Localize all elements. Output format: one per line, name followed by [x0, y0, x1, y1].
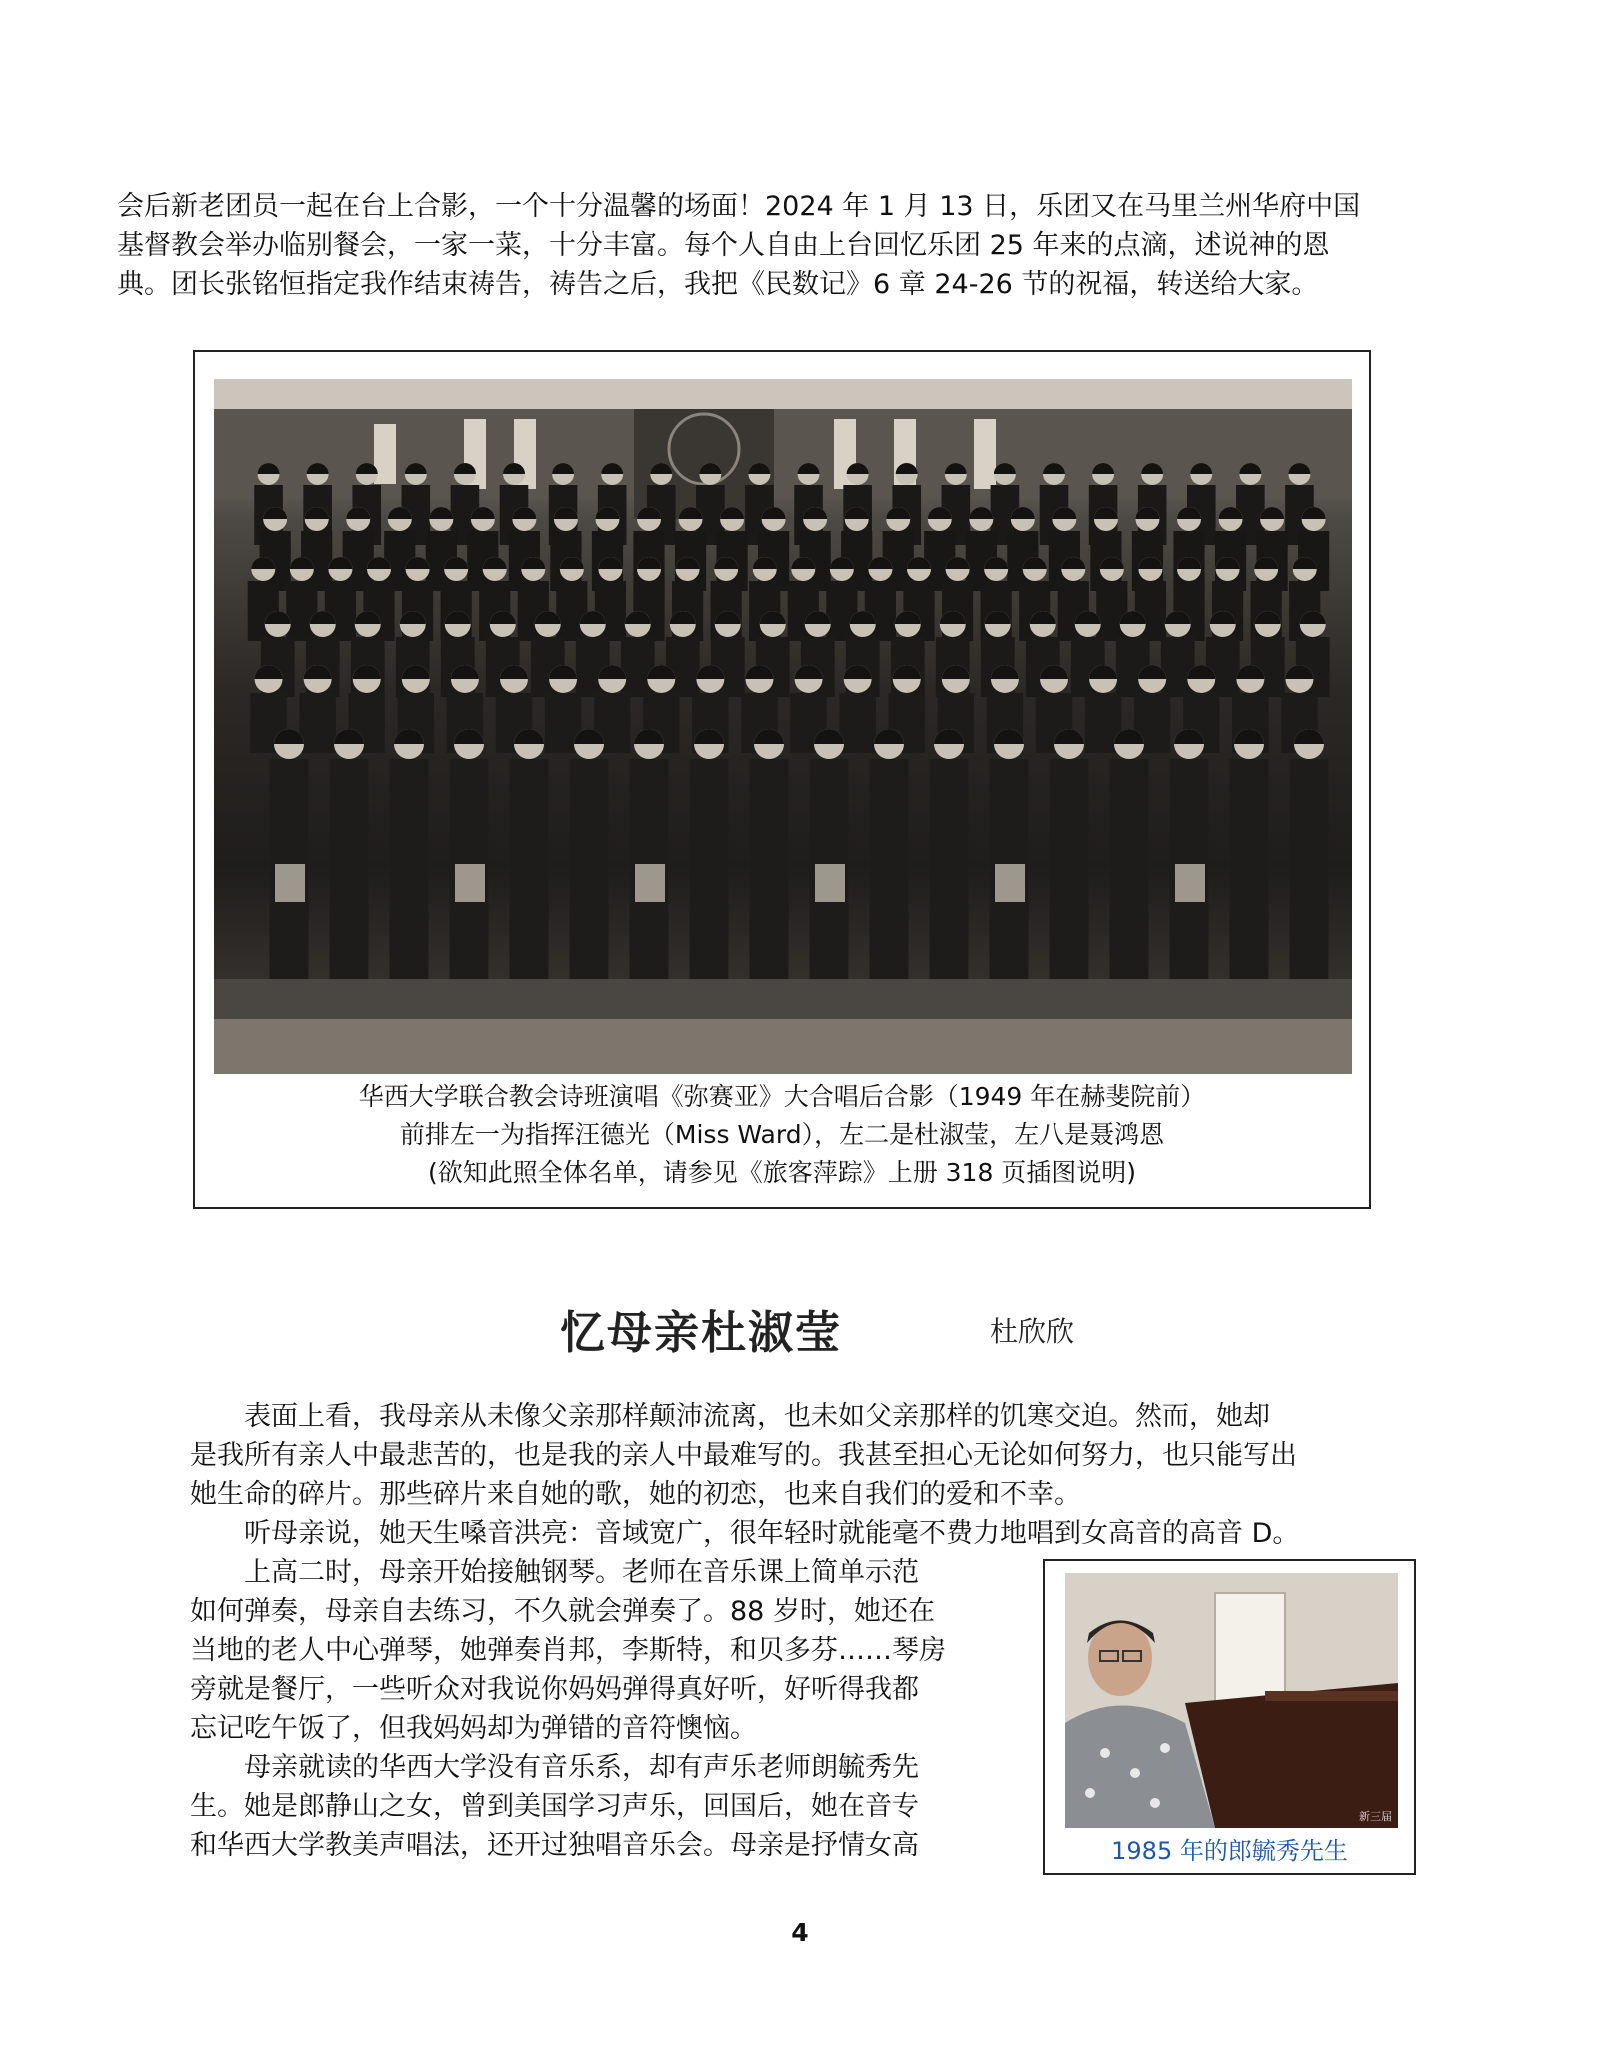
photo-watermark: 新三届 [1359, 1810, 1392, 1823]
choir-group-photo [214, 379, 1352, 1074]
choir-member-body [1290, 759, 1329, 989]
choir-member-body [1050, 759, 1089, 989]
choir-member-body [930, 759, 969, 989]
portrait-illustration [1065, 1573, 1398, 1828]
music-folder [995, 864, 1025, 902]
photo-banner [974, 419, 996, 489]
choir-member-body [750, 759, 789, 989]
choir-member-body [1161, 637, 1195, 697]
choir-photo-illustration [214, 379, 1352, 1074]
photo-sky [214, 379, 1352, 409]
body-line: 是我所有亲人中最悲苦的，也是我的亲人中最难写的。我甚至担心无论如何努力，也只能写出 [190, 1440, 1297, 1471]
intro-paragraph [117, 187, 1417, 304]
choir-member-body [390, 759, 429, 989]
choir-member-body [1110, 759, 1149, 989]
choir-member-hair [969, 507, 993, 519]
inset-photo-figure [1043, 1559, 1416, 1875]
photo-caption-line: (欲知此照全体名单，请参见《旅客萍踪》上册 318 页插图说明) [427, 1158, 1137, 1187]
choir-member-body [870, 759, 909, 989]
music-folder [275, 864, 305, 902]
choir-member-body [690, 759, 729, 989]
intro-line: 典。团长张铭恒指定我作结束祷告，祷告之后，我把《民数记》6 章 24-26 节的祝福，转送给大家。 [117, 269, 1319, 300]
choir-member-body [621, 637, 655, 697]
intro-line: 基督教会举办临别餐会，一家一菜，十分丰富。每个人自由上台回忆乐团 25 年来的点滴，述说神的恩 [117, 230, 1330, 261]
choir-member-body [570, 759, 609, 989]
body-line: 听母亲说，她天生嗓音洪亮：音域宽广，很年轻时就能毫不费力地唱到女高音的高音 D。 [190, 1518, 1300, 1549]
article-body-wide [190, 1397, 1420, 1553]
intro-line: 会后新老团员一起在台上合影，一个十分温馨的场面！2024 年 1 月 13 日，乐团又在马里兰州华府中国 [117, 191, 1361, 222]
piano-icon [1185, 1683, 1398, 1828]
dress-pattern [1085, 1788, 1095, 1798]
choir-member-body [299, 693, 335, 753]
photo-crowd [248, 463, 1330, 989]
article-author: 杜欣欣 [990, 1315, 1075, 1348]
dress-pattern [1160, 1743, 1170, 1753]
dress-pattern [1130, 1768, 1140, 1778]
choir-member-body [839, 693, 875, 753]
photo-steps [214, 979, 1352, 1019]
photo-caption-line: 前排左一为指挥汪德光（Miss Ward），左二是杜淑莹，左八是聂鸿恩 [399, 1120, 1165, 1149]
photo-caption-line: 华西大学联合教会诗班演唱《弥赛亚》大合唱后合影（1949 年在赫斐院前） [358, 1082, 1206, 1111]
portrait-photo [1065, 1573, 1398, 1828]
music-folder [635, 864, 665, 902]
body-line: 和华西大学教美声唱法，还开过独唱音乐会。母亲是抒情女高 [190, 1830, 919, 1861]
body-line: 表面上看，我母亲从未像父亲那样颠沛流离，也未如父亲那样的饥寒交迫。然而，她却 [190, 1401, 1270, 1432]
choir-member-body [510, 759, 549, 989]
body-line: 她生命的碎片。那些碎片来自她的歌，她的初恋，也来自我们的爱和不幸。 [190, 1479, 1081, 1510]
dress-pattern [1150, 1798, 1160, 1808]
choir-member-body [1230, 759, 1269, 989]
body-line: 如何弹奏，母亲自去练习，不久就会弹奏了。88 岁时，她还在 [190, 1596, 935, 1627]
music-folder [455, 864, 485, 902]
article-body-narrow [190, 1553, 1030, 1865]
body-line: 上高二时，母亲开始接触钢琴。老师在音乐课上简单示范 [190, 1557, 919, 1588]
body-line: 旁就是餐厅，一些听众对我说你妈妈弹得真好听，好听得我都 [190, 1674, 919, 1705]
choir-member-body [330, 759, 369, 989]
article-title: 忆母亲杜淑莹 [560, 1306, 843, 1359]
music-folder [1175, 864, 1205, 902]
body-line: 母亲就读的华西大学没有音乐系，却有声乐老师朗毓秀先 [190, 1752, 919, 1783]
body-line: 生。她是郎静山之女，曾到美国学习声乐，回国后，她在音专 [190, 1791, 919, 1822]
piano-lid [1265, 1691, 1398, 1701]
inset-photo-caption: 1985 年的郎毓秀先生 [1111, 1837, 1348, 1865]
body-line: 当地的老人中心弹琴，她弹奏肖邦，李斯特，和贝多芬……琴房 [190, 1635, 946, 1666]
page-number: 4 [791, 1918, 809, 1947]
photo-ground [214, 1019, 1352, 1074]
choir-member-hair [429, 507, 453, 519]
group-photo-figure [193, 350, 1371, 1209]
music-folder [815, 864, 845, 902]
body-line: 忘记吃午饭了，但我妈妈却为弹错的音符懊恼。 [190, 1713, 757, 1744]
dress-pattern [1100, 1748, 1110, 1758]
sheet-music-icon [1215, 1593, 1285, 1703]
